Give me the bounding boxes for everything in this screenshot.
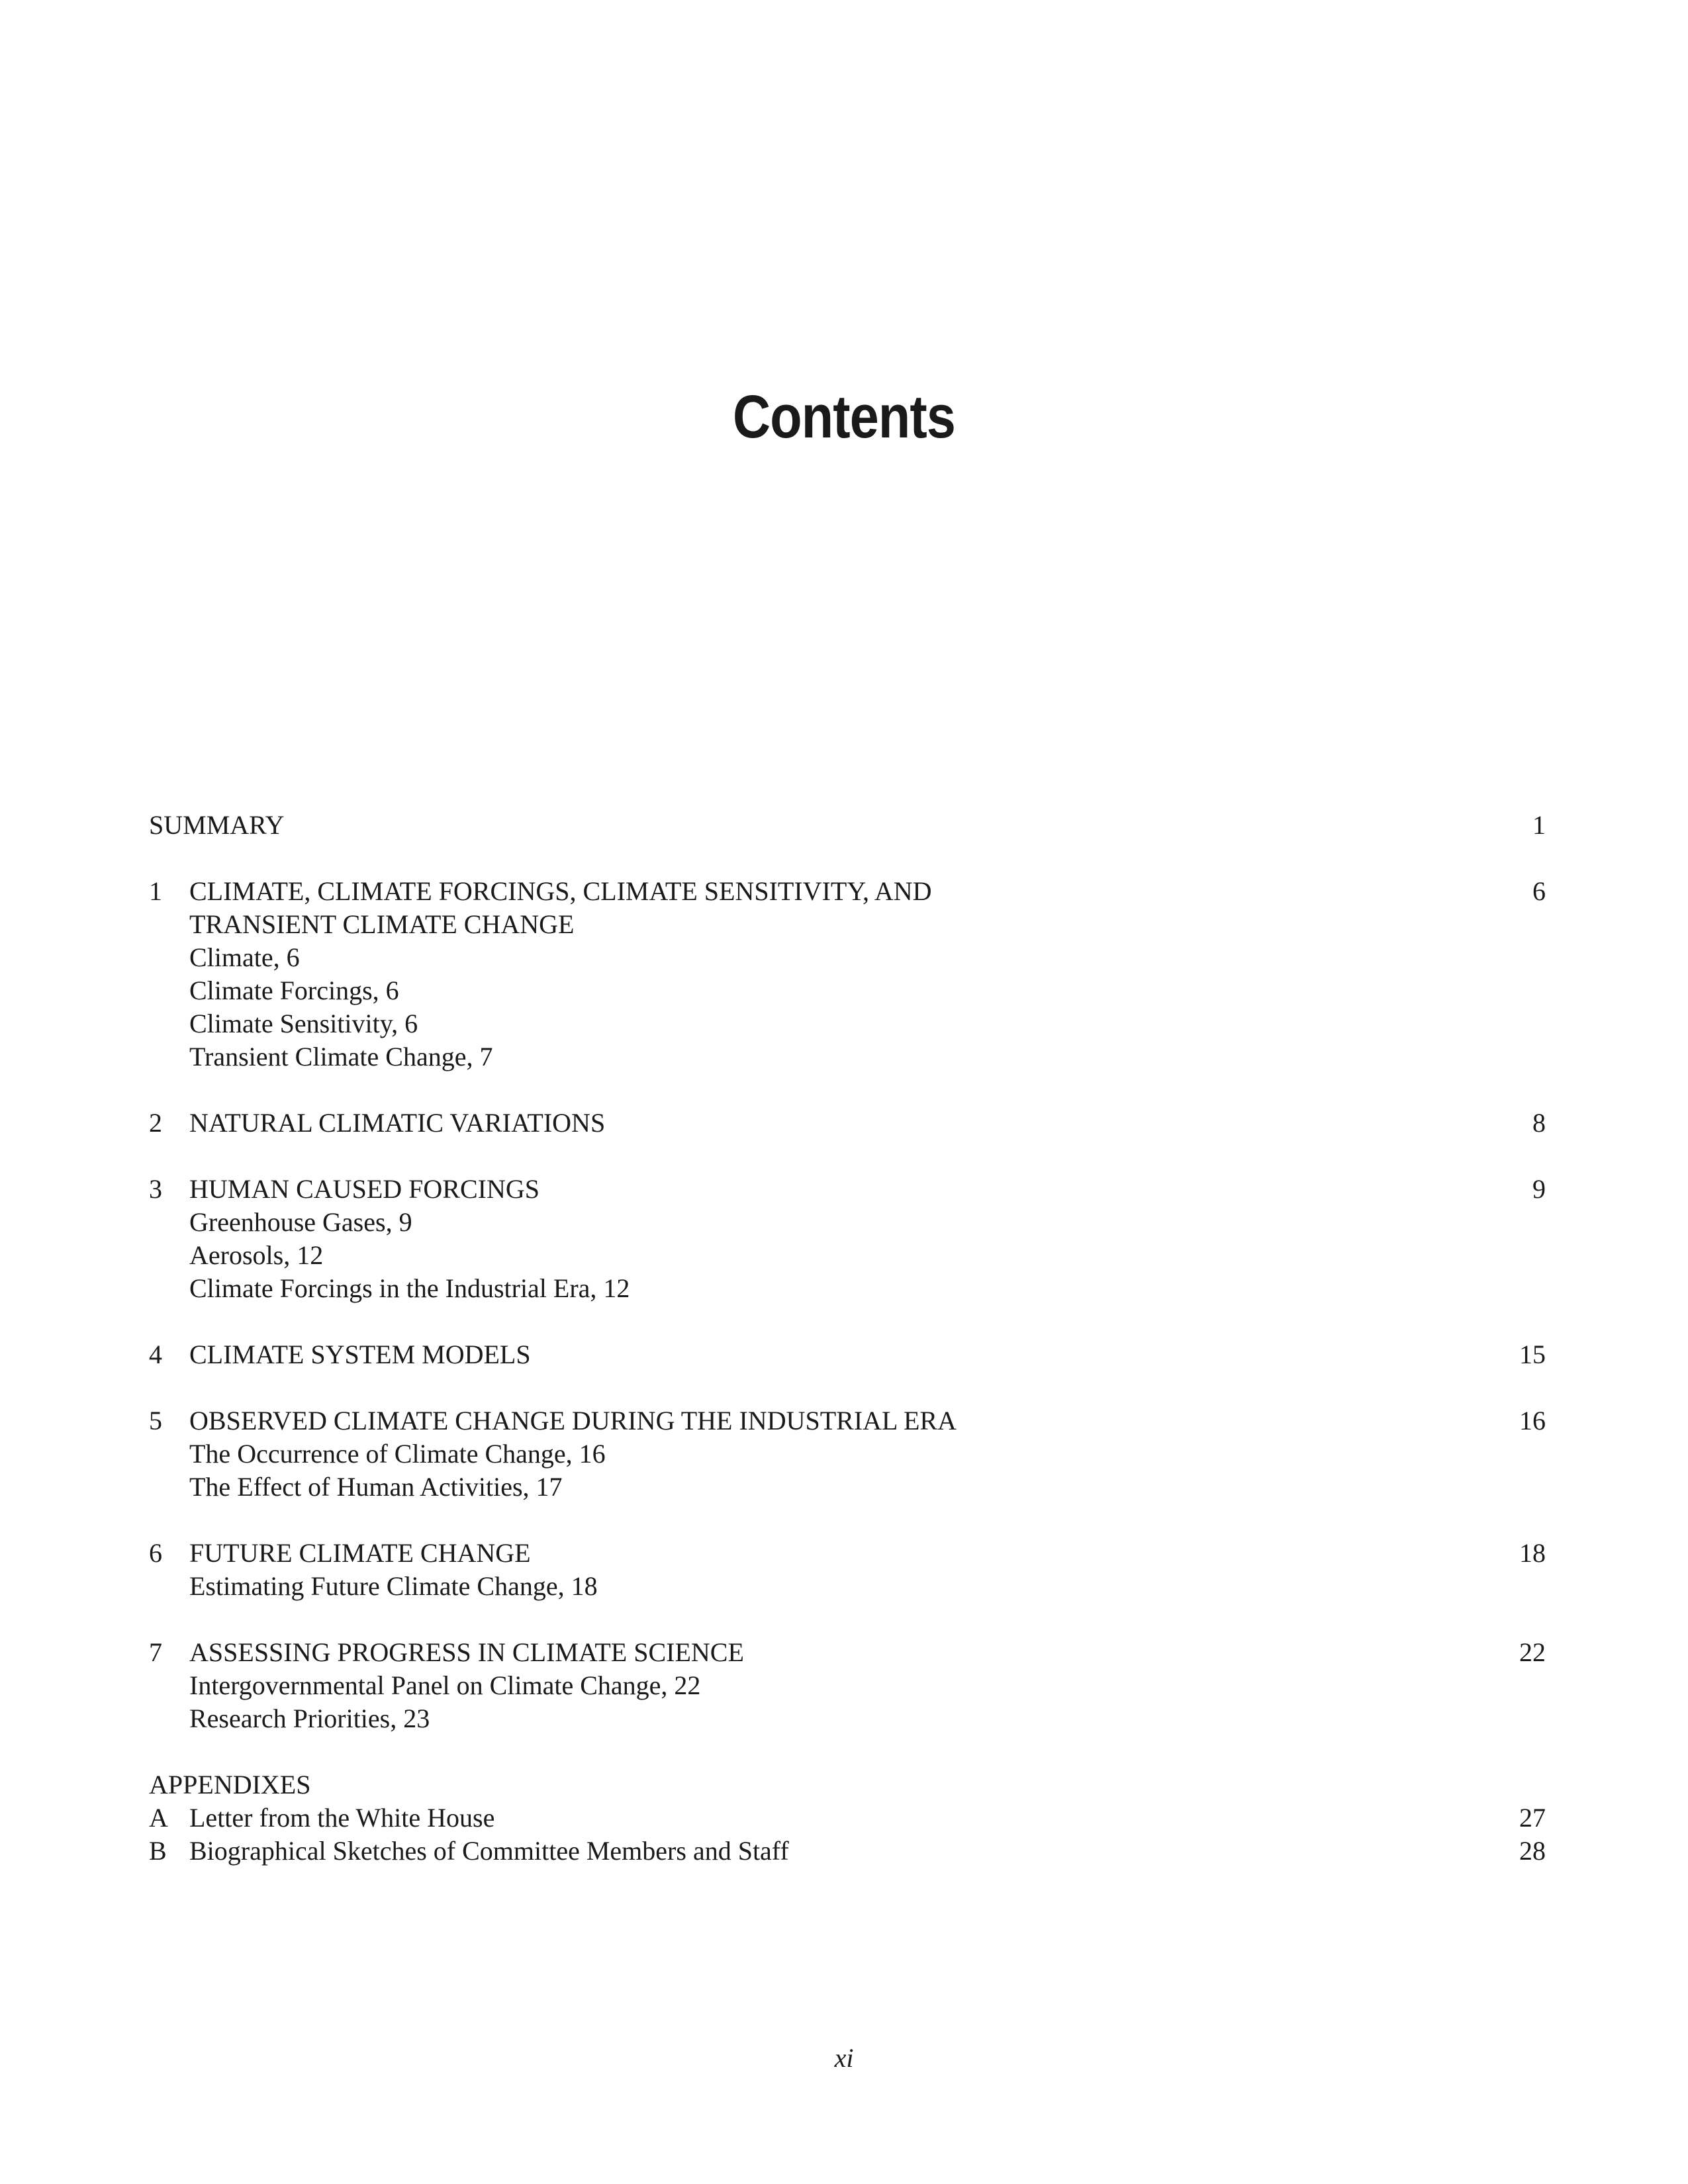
chapter-title-line: OBSERVED CLIMATE CHANGE DURING THE INDUSTRIAL ERA xyxy=(189,1406,957,1435)
toc-subentry[interactable]: Climate, 6 xyxy=(189,942,300,972)
page-title: Contents xyxy=(733,383,955,451)
toc-page-number: 6 xyxy=(1532,876,1546,906)
page-folio: xi xyxy=(834,2043,854,2073)
chapter-number: 7 xyxy=(149,1637,162,1667)
toc-page-number: 15 xyxy=(1519,1340,1546,1369)
toc-entry-title: SUMMARY xyxy=(149,810,285,840)
toc-entry-appendix-b[interactable] xyxy=(149,1835,1546,1868)
chapter-number: 2 xyxy=(149,1108,162,1138)
chapter-title-line: ASSESSING PROGRESS IN CLIMATE SCIENCE xyxy=(189,1637,744,1667)
appendix-title: Letter from the White House xyxy=(189,1803,495,1833)
toc-entry-chapter-5[interactable] xyxy=(149,1404,1546,1504)
chapter-title-line: TRANSIENT CLIMATE CHANGE xyxy=(189,909,575,939)
table-of-contents xyxy=(149,809,1546,1868)
toc-subentry[interactable]: Climate Sensitivity, 6 xyxy=(189,1009,418,1038)
toc-entry-appendix-a[interactable] xyxy=(149,1801,1546,1835)
toc-subentry[interactable]: Greenhouse Gases, 9 xyxy=(189,1207,412,1237)
toc-entry-chapter-2[interactable] xyxy=(149,1107,1546,1140)
toc-page-number: 28 xyxy=(1519,1836,1546,1866)
chapter-number: 4 xyxy=(149,1340,162,1369)
toc-page-number: 22 xyxy=(1519,1637,1546,1667)
appendix-letter: B xyxy=(149,1836,167,1866)
toc-subentry[interactable]: The Occurrence of Climate Change, 16 xyxy=(189,1439,606,1469)
toc-subentry[interactable]: Transient Climate Change, 7 xyxy=(189,1042,493,1071)
chapter-number: 6 xyxy=(149,1538,162,1568)
chapter-title-line: NATURAL CLIMATIC VARIATIONS xyxy=(189,1108,606,1138)
chapter-number: 1 xyxy=(149,876,162,906)
chapter-title-line: HUMAN CAUSED FORCINGS xyxy=(189,1174,539,1204)
toc-page-number: 18 xyxy=(1519,1538,1546,1568)
toc-appendixes-heading xyxy=(149,1768,1546,1801)
appendix-title: Biographical Sketches of Committee Members and Staff xyxy=(189,1836,789,1866)
chapter-title-line: FUTURE CLIMATE CHANGE xyxy=(189,1538,531,1568)
toc-entry-summary[interactable] xyxy=(149,809,1546,842)
toc-entry-chapter-3[interactable] xyxy=(149,1173,1546,1305)
toc-subentry[interactable]: Intergovernmental Panel on Climate Change, 22 xyxy=(189,1670,701,1700)
chapter-title-line: CLIMATE, CLIMATE FORCINGS, CLIMATE SENSITIVITY, AND xyxy=(189,876,932,906)
toc-page-number: 1 xyxy=(1532,810,1546,840)
toc-entry-chapter-6[interactable] xyxy=(149,1537,1546,1603)
chapter-number: 3 xyxy=(149,1174,162,1204)
toc-entry-chapter-4[interactable] xyxy=(149,1338,1546,1371)
toc-subentry[interactable]: Estimating Future Climate Change, 18 xyxy=(189,1571,598,1601)
toc-subentry[interactable]: The Effect of Human Activities, 17 xyxy=(189,1472,563,1502)
toc-subentry[interactable]: Climate Forcings, 6 xyxy=(189,976,399,1005)
toc-entry-chapter-7[interactable] xyxy=(149,1636,1546,1735)
appendix-letter: A xyxy=(149,1803,168,1833)
chapter-number: 5 xyxy=(149,1406,162,1435)
appendixes-heading: APPENDIXES xyxy=(149,1770,311,1799)
chapter-title-line: CLIMATE SYSTEM MODELS xyxy=(189,1340,531,1369)
toc-page-number: 16 xyxy=(1519,1406,1546,1435)
toc-page-number: 27 xyxy=(1519,1803,1546,1833)
toc-subentry[interactable]: Aerosols, 12 xyxy=(189,1240,324,1270)
toc-page-number: 9 xyxy=(1532,1174,1546,1204)
toc-subentry[interactable]: Climate Forcings in the Industrial Era, 12 xyxy=(189,1273,630,1303)
toc-entry-chapter-1[interactable] xyxy=(149,875,1546,1073)
toc-subentry[interactable]: Research Priorities, 23 xyxy=(189,1704,430,1733)
toc-page-number: 8 xyxy=(1532,1108,1546,1138)
